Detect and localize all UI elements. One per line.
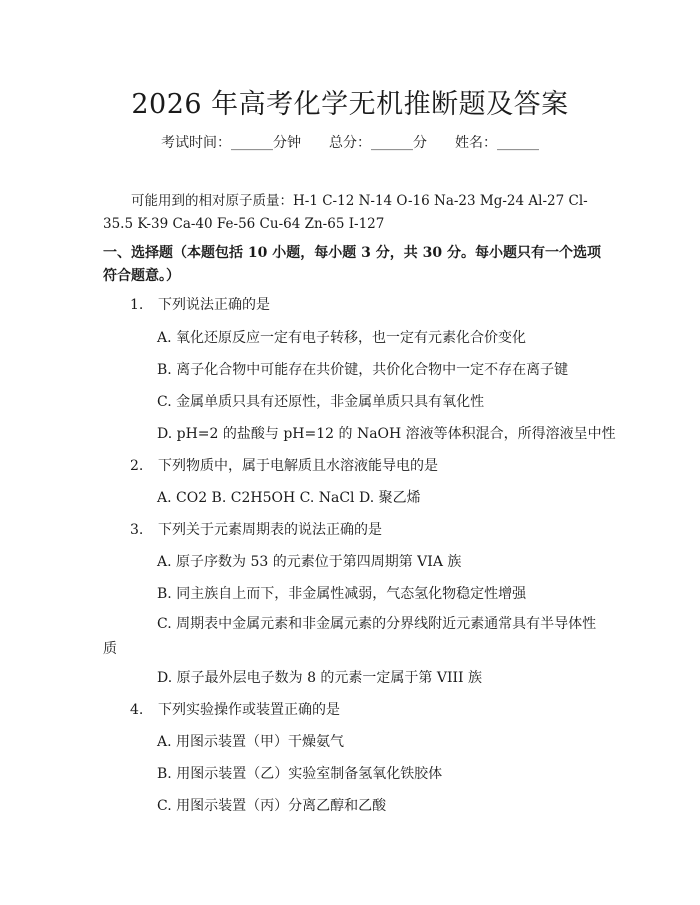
exam-time: 考试时间：______分钟 xyxy=(161,135,301,151)
question-number: 3. xyxy=(130,522,144,538)
question-number: 4. xyxy=(130,702,144,718)
option-3d: D. 原子最外层电子数为 8 的元素一定属于第 VIII 族 xyxy=(157,670,483,686)
document-title: 2026 年高考化学无机推断题及答案 xyxy=(131,89,569,120)
option-3c: C. 周期表中金属元素和非金属元素的分界线附近元素通常具有半导体性质 xyxy=(103,616,597,657)
atomic-masses: 可能用到的相对原子质量：H-1 C-12 N-14 O-16 Na-23 Mg-24 Al-27 Cl-35.5 K-39 Ca-40 Fe-56 Cu-64 Zn-65 I-127 xyxy=(103,193,588,232)
option-1b: B. 离子化合物中可能存在共价键，共价化合物中一定不存在离子键 xyxy=(157,362,569,378)
question-4 xyxy=(130,700,340,720)
option-4b: B. 用图示装置（乙）实验室制备氢氧化铁胶体 xyxy=(157,766,443,782)
question-number: 2. xyxy=(130,458,144,474)
option-1a: A. 氧化还原反应一定有电子转移，也一定有元素化合价变化 xyxy=(157,330,527,346)
option-2-all: A. CO2 B. C2H5OH C. NaCl D. 聚乙烯 xyxy=(157,490,421,506)
option-1c: C. 金属单质只具有还原性，非金属单质只具有氧化性 xyxy=(157,394,485,410)
question-2 xyxy=(130,456,438,476)
question-stem: 下列关于元素周期表的说法正确的是 xyxy=(158,522,382,538)
exam-total-score: 总分：______分 xyxy=(329,135,427,151)
option-1d: D. pH=2 的盐酸与 pH=12 的 NaOH 溶液等体积混合，所得溶液呈中性 xyxy=(157,426,616,442)
exam-meta xyxy=(0,132,700,152)
option-3a: A. 原子序数为 53 的元素位于第四周期第 VIA 族 xyxy=(157,554,462,570)
question-stem: 下列说法正确的是 xyxy=(158,297,270,313)
question-3 xyxy=(130,520,382,540)
section-heading: 一、选择题（本题包括 10 小题，每小题 3 分，共 30 分。每小题只有一个选项符合题意。） xyxy=(103,245,601,284)
question-stem: 下列物质中，属于电解质且水溶液能导电的是 xyxy=(158,458,438,474)
question-stem: 下列实验操作或装置正确的是 xyxy=(158,702,340,718)
question-1 xyxy=(130,295,270,315)
student-name: 姓名：______ xyxy=(455,135,539,151)
question-number: 1. xyxy=(130,297,144,313)
option-4c: C. 用图示装置（丙）分离乙醇和乙酸 xyxy=(157,798,387,814)
option-4a: A. 用图示装置（甲）干燥氨气 xyxy=(157,734,345,750)
option-3b: B. 同主族自上而下，非金属性减弱，气态氢化物稳定性增强 xyxy=(157,586,527,602)
